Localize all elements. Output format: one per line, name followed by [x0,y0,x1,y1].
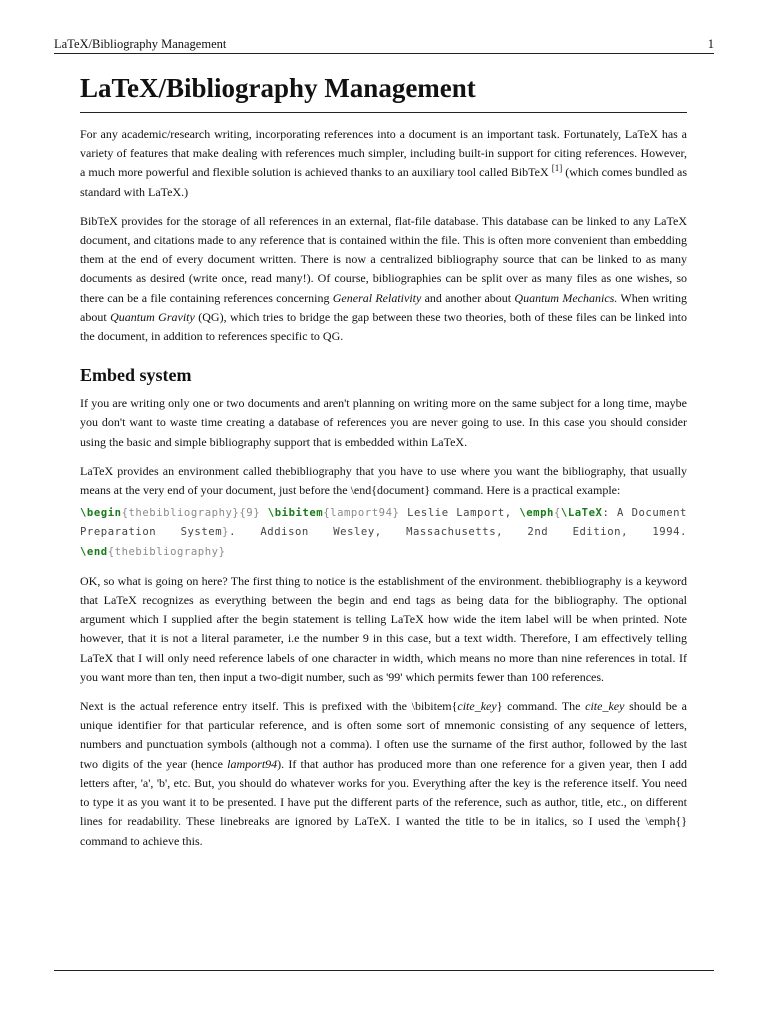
code-bibitem-command: \bibitem [267,507,324,520]
embed-paragraph-2: LaTeX provides an environment called thebibliography that you have to use where you want the bibliography, that usually means at the very end of your document, just before the \end{document} command. Here is a practical example: [80,463,687,498]
code-begin-command: \begin [80,507,122,520]
term-quantum-mechanics: Quantum Mechanics. [514,290,618,305]
code-emph-command: \emph [519,507,554,520]
footnote-ref-1[interactable]: [1] [551,163,563,174]
code-author: Leslie Lamport, [407,507,512,520]
code-emph-open: { [553,507,561,520]
code-rest: . Addison Wesley, Massachusetts, 2nd Edition, 1994. [229,526,687,539]
code-title-text: : A Document Preparation System [80,507,687,539]
code-key-arg: {lamport94} [323,507,400,520]
term-cite-key-1: cite_key [457,699,497,714]
running-title: LaTeX/Bibliography Management [54,37,227,51]
intro-p2-d: (QG), which tries to bridge the gap between these two theories, both of these files can be linked into the document, in addition to references specific to QG. [80,309,688,344]
embed-paragraph-4 [80,697,687,851]
code-env-arg: {thebibliography} [121,507,240,520]
embed-paragraph-1: If you are writing only one or two documents and aren't planning on writing more on the same subject for a long time, maybe you don't want to waste time creating a database of references you are never going to use. In this case you should consider using the basic and simple bibliography support that is embedded within LaTeX. [80,396,687,449]
header-rule [54,53,714,54]
intro-p2-c: When writing about [80,290,687,324]
embed-paragraph-3: OK, so what is going on here? The first thing to notice is the establishment of the environment. thebibliography is a keyword that LaTeX recognizes as everything between the begin and end tags as being data for the bibliography. The optional argument which I supplied after the begin statement is telling LaTeX how wide the item label will be when printed. Note however, that it is not a literal parameter, i.e the number 9 in this case, but a text width. Therefore, I am effectively telling LaTeX that I will only need reference labels of one character in width, which means no more than nine references in total. If you want more than ten, then input a two-digit number, such as '99' which permits fewer than 100 references. [80,573,687,684]
code-latex-command: \LaTeX [560,507,603,520]
page-title: LaTeX/Bibliography Management [80,70,687,113]
intro-paragraph-1 [80,125,687,202]
intro-p1-tail: (which comes bundled as standard with LaTeX.) [80,165,688,199]
intro-p1-text: For any academic/research writing, incorporating references into a document is an important task. Fortunately, LaTeX has a variety of features that make dealing with references much simpler, including built-in support for citing references. However, a much more powerful and flexible solution is achieved thanks to an auxiliary tool called BibTeX [80,127,687,180]
running-header [54,34,714,52]
embed-p4-d: ). If that author has produced more than one reference for a given year, then I add letters after, 'a', 'b', etc. But, you should do whatever works for you. Everything after the key is the reference itself. You need to type it as you want it to be presented. I have put the different parts of the reference, such as author, title, etc., on different lines for readability. These linebreaks are ignored by LaTeX. I wanted the title to be in italics, so I used the \emph{} command to achieve this. [80,756,688,848]
page-content [80,70,687,851]
term-quantum-gravity: Quantum Gravity [110,309,195,324]
code-example [80,504,687,562]
code-end-arg: {thebibliography} [107,545,226,558]
code-width-arg: {9} [239,507,261,520]
code-end-command: \end [80,545,108,558]
section-heading-embed-system: Embed system [80,365,192,386]
page-number: 1 [707,37,714,51]
term-general-relativity: General Relativity [332,290,422,305]
embed-p4-a: Next is the actual reference entry itself. This is prefixed with the \bibitem{ [80,699,458,714]
footer-rule [54,970,714,971]
term-lamport94: lamport94 [227,756,278,771]
code-emph-close: } [222,526,230,539]
intro-paragraph-2 [80,212,687,346]
embed-p4-c: should be a unique identifier for that particular reference, and is often some sort of mnemonic consisting of any sequence of letters, numbers and punctuation symbols (although not a comma). I often use the surname of the first author, followed by the last two digits of the year (hence [80,699,688,771]
embed-p4-b: } command. The [496,699,581,714]
term-cite-key-2: cite_key [585,699,625,714]
intro-p2-a: BibTeX provides for the storage of all references in an external, flat-file database. This database can be linked to any LaTeX document, and citations made to any reference that is contained within the file. This is often more convenient than embedding them at the end of every document written. There is now a centralized bibliography source that can be linked to as many documents as desired (write once, read many!). Of course, bibliographies can be split over as many files as one wishes, so there can be a file containing references concerning [80,213,687,305]
intro-p2-b: and another about [424,290,512,305]
